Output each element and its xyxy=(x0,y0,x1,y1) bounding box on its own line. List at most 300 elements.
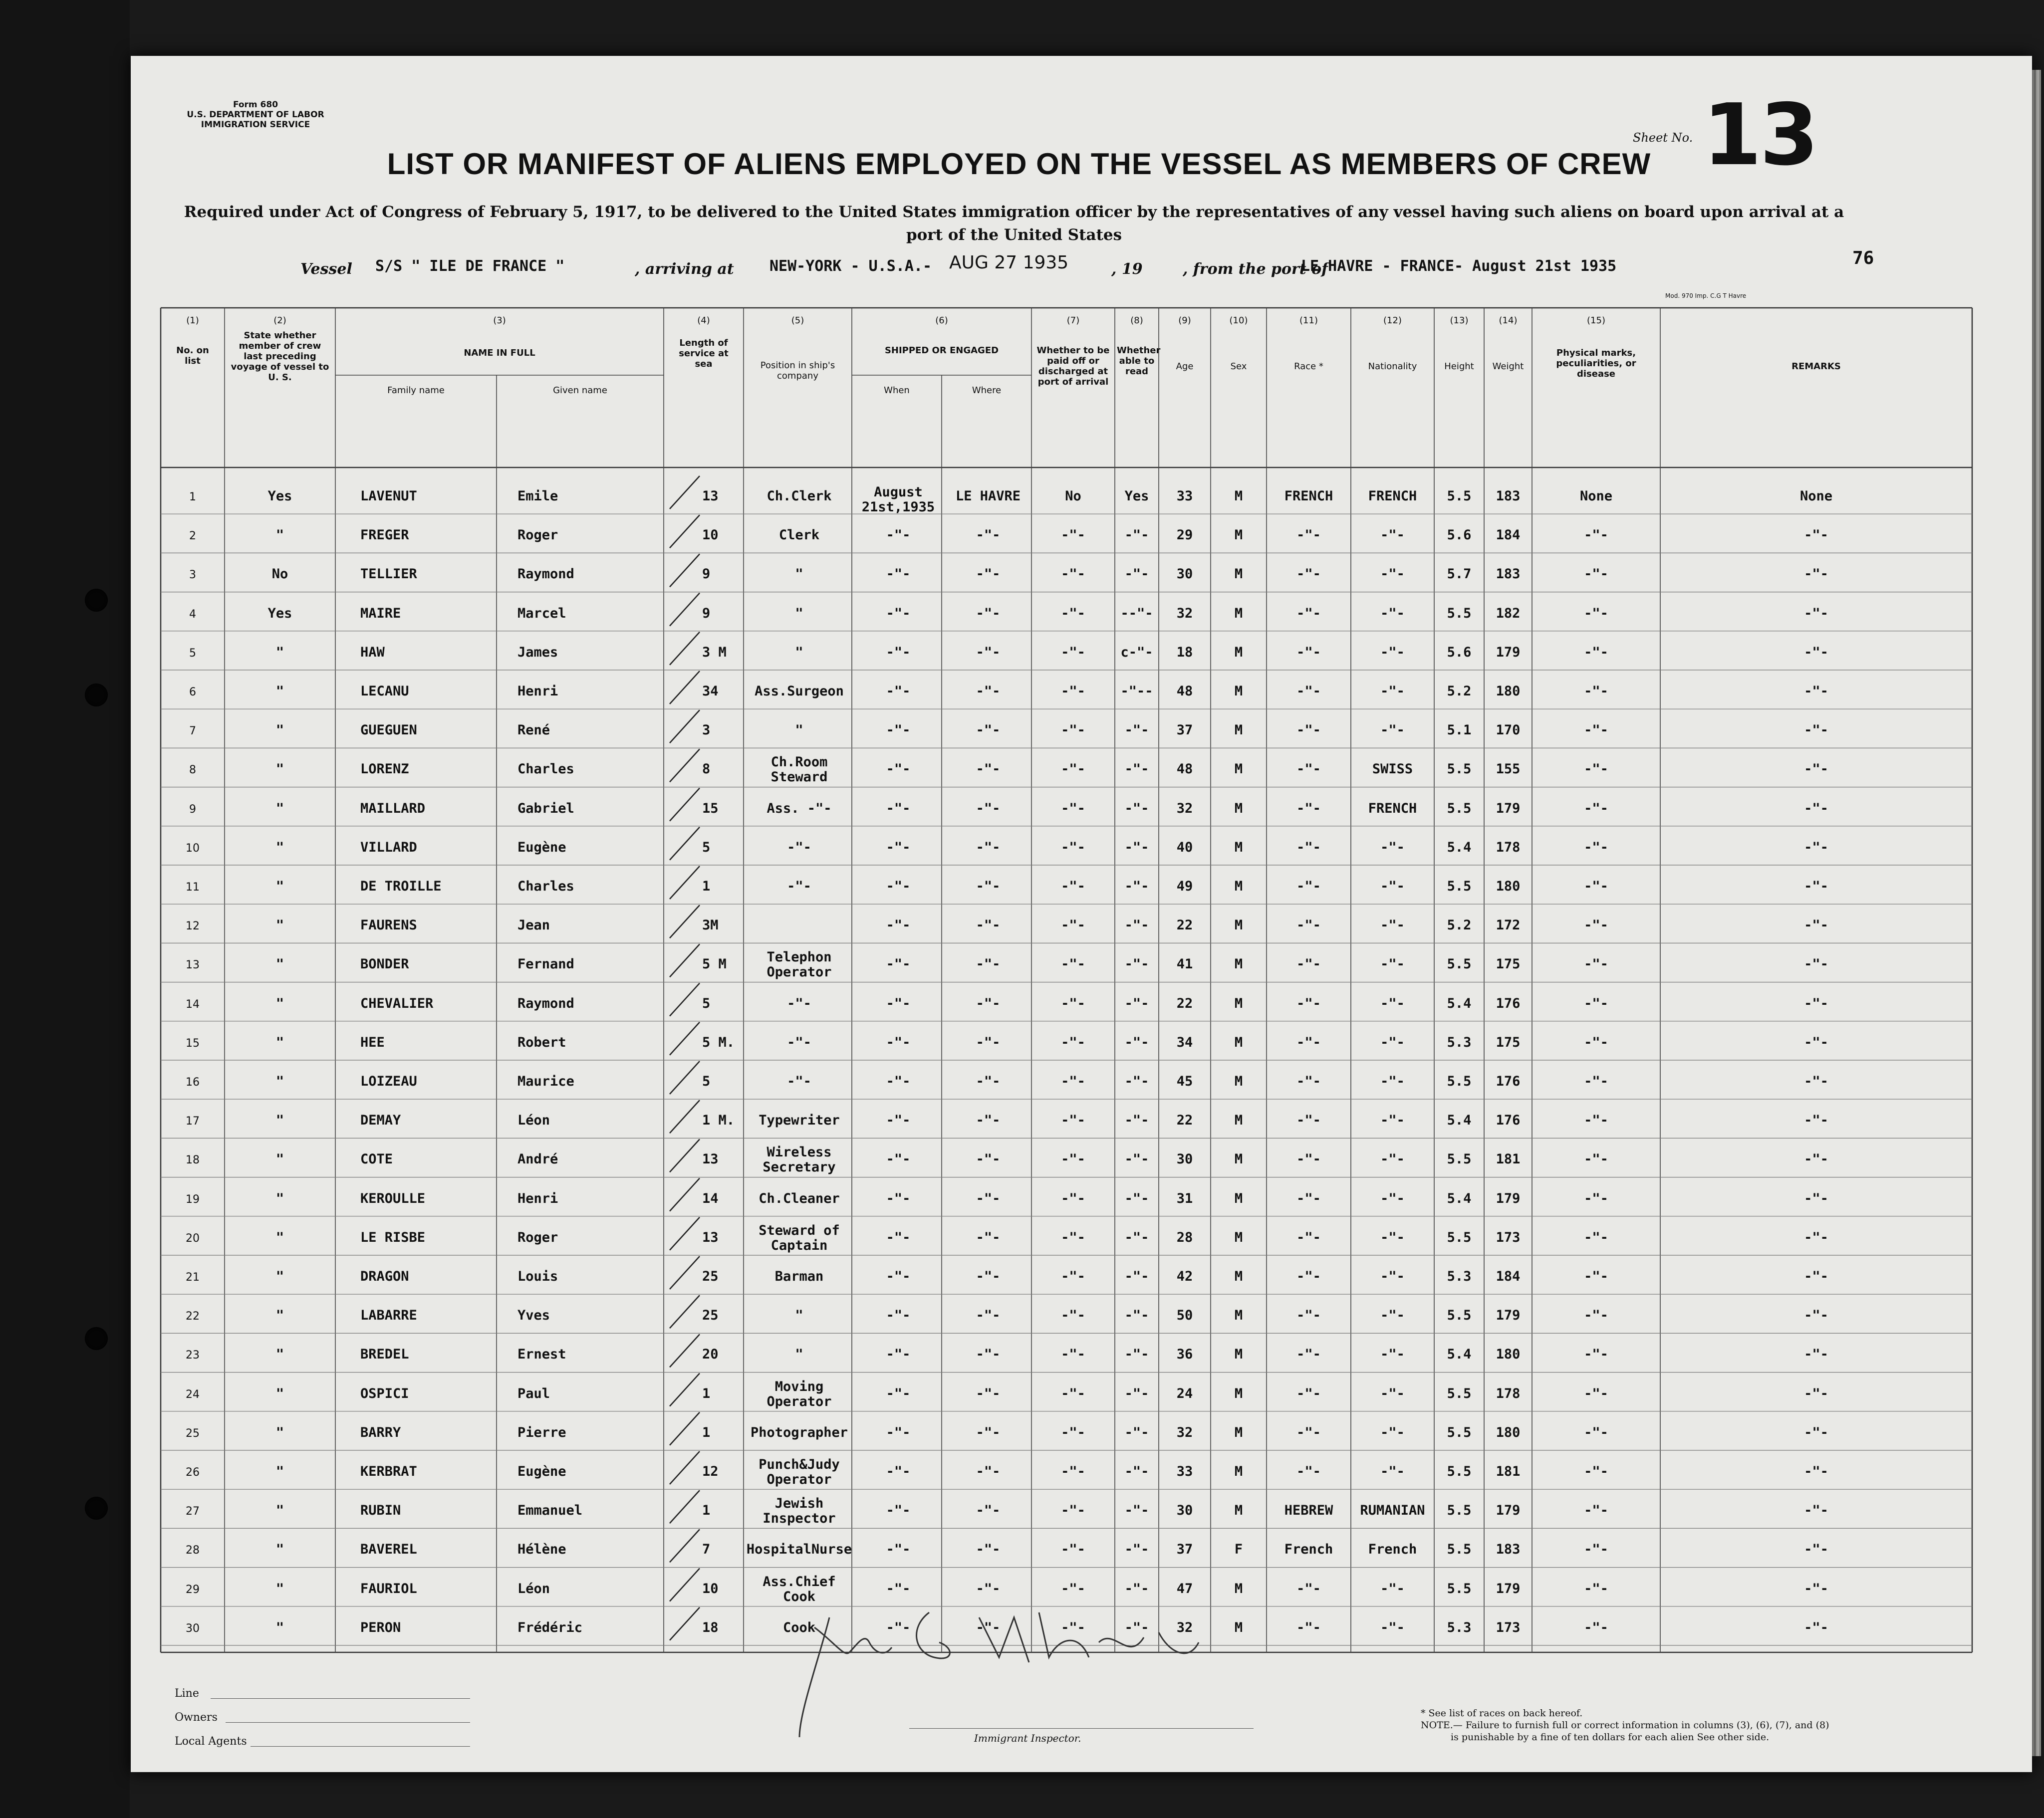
col-num-4: (4) xyxy=(697,315,710,326)
shipped-when: -"- xyxy=(886,1229,911,1245)
row-number: 5 xyxy=(189,647,196,660)
able-to-read: -"- xyxy=(1124,1308,1149,1324)
nationality: -"- xyxy=(1380,1229,1405,1245)
row-number: 28 xyxy=(186,1544,200,1557)
prev-voyage: " xyxy=(275,1424,284,1440)
shipped-when: -"- xyxy=(886,1581,911,1596)
sex: M xyxy=(1234,761,1243,777)
given-name: Fernand xyxy=(517,956,574,972)
prev-voyage: " xyxy=(275,722,284,738)
shipped-when: -"- xyxy=(886,917,911,933)
shipped-when: -"- xyxy=(886,995,911,1011)
height: 5.5 xyxy=(1447,488,1472,504)
position: Wireless xyxy=(766,1144,832,1160)
service-length: 3 M xyxy=(702,644,727,660)
prev-voyage: " xyxy=(275,1619,284,1635)
age: 32 xyxy=(1176,800,1193,816)
col-header-when: When xyxy=(884,385,910,396)
race: HEBREW xyxy=(1284,1503,1333,1519)
height: 5.5 xyxy=(1447,800,1472,816)
weight: 179 xyxy=(1496,800,1521,816)
shipped-where: -"- xyxy=(976,800,1001,816)
able-to-read: -"- xyxy=(1124,956,1149,972)
race: -"- xyxy=(1296,1074,1321,1089)
remarks: -"- xyxy=(1804,1074,1828,1089)
service-length: 5 xyxy=(702,839,711,855)
table-row xyxy=(131,1372,2032,1411)
sex: M xyxy=(1234,879,1243,894)
height: 5.3 xyxy=(1447,1269,1472,1284)
height: 5.2 xyxy=(1447,917,1472,933)
service-length: 10 xyxy=(702,527,719,543)
col-header-nationality: Nationality xyxy=(1368,361,1417,372)
service-length: 13 xyxy=(702,1151,719,1167)
position: Ass. -"- xyxy=(766,800,832,816)
height: 5.5 xyxy=(1447,1581,1472,1596)
race: -"- xyxy=(1296,1034,1321,1050)
weight: 183 xyxy=(1496,488,1521,504)
age: 36 xyxy=(1176,1347,1193,1363)
prev-voyage: " xyxy=(275,644,284,660)
from-port: LE HAVRE - FRANCE- August 21st 1935 xyxy=(1301,257,1617,275)
row-number: 2 xyxy=(189,530,196,543)
paid-off: -"- xyxy=(1061,1385,1085,1401)
shipped-when: -"- xyxy=(886,644,911,660)
physical-marks: -"- xyxy=(1584,800,1608,816)
shipped-when: -"- xyxy=(886,879,911,894)
physical-marks: -"- xyxy=(1584,605,1608,621)
remarks: -"- xyxy=(1804,722,1828,738)
prev-voyage: " xyxy=(275,1113,284,1129)
age: 22 xyxy=(1176,995,1193,1011)
physical-marks: -"- xyxy=(1584,917,1608,933)
prev-voyage: " xyxy=(275,800,284,816)
paid-off: -"- xyxy=(1061,839,1085,855)
table-row xyxy=(131,982,2032,1021)
col-header-sex: Sex xyxy=(1230,361,1247,372)
nationality: -"- xyxy=(1380,683,1405,699)
height: 5.5 xyxy=(1447,605,1472,621)
age: 49 xyxy=(1176,879,1193,894)
row-number: 9 xyxy=(189,803,196,816)
weight: 180 xyxy=(1496,1424,1521,1440)
col-header-height: Height xyxy=(1444,361,1474,372)
position: " xyxy=(795,605,803,621)
nationality: -"- xyxy=(1380,1190,1405,1206)
weight: 184 xyxy=(1496,1269,1521,1284)
position: Jewish xyxy=(774,1496,824,1512)
paid-off: -"- xyxy=(1061,566,1085,582)
physical-marks: -"- xyxy=(1584,1619,1608,1635)
service-length: 14 xyxy=(702,1190,719,1206)
sex: F xyxy=(1234,1542,1243,1558)
race: -"- xyxy=(1296,527,1321,543)
nationality: -"- xyxy=(1380,879,1405,894)
paid-off: -"- xyxy=(1061,1503,1085,1519)
row-number: 11 xyxy=(186,881,200,894)
remarks: None xyxy=(1799,488,1833,504)
binder-hole xyxy=(85,683,108,706)
family-name: FAURIOL xyxy=(360,1581,417,1596)
shipped-where: -"- xyxy=(976,644,1001,660)
race: -"- xyxy=(1296,1269,1321,1284)
race: -"- xyxy=(1296,722,1321,738)
age: 30 xyxy=(1176,566,1193,582)
col-num-9: (9) xyxy=(1178,315,1191,326)
position-continued: Cook xyxy=(782,1589,816,1604)
family-name: KEROULLE xyxy=(360,1190,426,1206)
nationality: -"- xyxy=(1380,1151,1405,1167)
remarks: -"- xyxy=(1804,1190,1828,1206)
physical-marks: -"- xyxy=(1584,1503,1608,1519)
shipped-where: -"- xyxy=(976,839,1001,855)
shipped-where: -"- xyxy=(976,917,1001,933)
given-name: Henri xyxy=(517,683,558,699)
shipped-where: -"- xyxy=(976,1503,1001,1519)
table-row xyxy=(131,1099,2032,1138)
height: 5.7 xyxy=(1447,566,1472,582)
nationality: FRENCH xyxy=(1368,488,1417,504)
weight: 175 xyxy=(1496,956,1521,972)
given-name: Raymond xyxy=(517,995,574,1011)
family-name: LE RISBE xyxy=(360,1229,426,1245)
service-length: 5 M xyxy=(702,956,727,972)
family-name: LAVENUT xyxy=(360,488,417,504)
service-length: 20 xyxy=(702,1347,719,1363)
family-name: LECANU xyxy=(360,683,409,699)
given-name: Eugène xyxy=(517,839,566,855)
height: 5.6 xyxy=(1447,527,1472,543)
table-row xyxy=(131,709,2032,748)
nationality: -"- xyxy=(1380,1074,1405,1089)
able-to-read: -"- xyxy=(1124,995,1149,1011)
shipped-when: -"- xyxy=(886,1269,911,1284)
nationality: -"- xyxy=(1380,644,1405,660)
paid-off: -"- xyxy=(1061,1113,1085,1129)
shipped-when: -"- xyxy=(886,956,911,972)
remarks: -"- xyxy=(1804,1542,1828,1558)
given-name: Maurice xyxy=(517,1074,574,1089)
physical-marks: -"- xyxy=(1584,995,1608,1011)
able-to-read: -"- xyxy=(1124,1503,1149,1519)
row-number: 24 xyxy=(186,1388,200,1401)
prev-voyage: " xyxy=(275,879,284,894)
arriving-label: , arriving at xyxy=(635,260,734,278)
row-number: 26 xyxy=(186,1466,200,1479)
row-number: 25 xyxy=(186,1427,200,1440)
able-to-read: -"- xyxy=(1124,1190,1149,1206)
shipped-when: -"- xyxy=(886,1151,911,1167)
table-row xyxy=(131,865,2032,904)
weight: 179 xyxy=(1496,1581,1521,1596)
inspector-rule xyxy=(909,1728,1254,1729)
shipped-where: LE HAVRE xyxy=(955,488,1021,504)
sex: M xyxy=(1234,566,1243,582)
row-number: 30 xyxy=(186,1622,200,1635)
paid-off: -"- xyxy=(1061,1151,1085,1167)
height: 5.5 xyxy=(1447,1503,1472,1519)
age: 42 xyxy=(1176,1269,1193,1284)
table-row xyxy=(131,631,2032,670)
position-continued: Steward xyxy=(770,769,828,785)
paid-off: -"- xyxy=(1061,605,1085,621)
position: " xyxy=(795,1347,803,1363)
family-name: HAW xyxy=(360,644,385,660)
prev-voyage: " xyxy=(275,1034,284,1050)
family-name: MAIRE xyxy=(360,605,401,621)
shipped-when: -"- xyxy=(886,1424,911,1440)
remarks: -"- xyxy=(1804,1424,1828,1440)
sex: M xyxy=(1234,644,1243,660)
department: U.S. DEPARTMENT OF LABOR xyxy=(187,110,324,120)
able-to-read: -"- xyxy=(1124,1034,1149,1050)
nationality: -"- xyxy=(1380,1581,1405,1596)
service-length: 34 xyxy=(702,683,719,699)
col-num-10: (10) xyxy=(1229,315,1248,326)
age: 37 xyxy=(1176,722,1193,738)
shipped-where: -"- xyxy=(976,1385,1001,1401)
height: 5.5 xyxy=(1447,1229,1472,1245)
table-row xyxy=(131,1138,2032,1177)
col-num-7: (7) xyxy=(1066,315,1080,326)
able-to-read: -"- xyxy=(1124,1269,1149,1284)
position: Ass.Surgeon xyxy=(755,683,844,699)
position: " xyxy=(795,644,803,660)
remarks: -"- xyxy=(1804,1581,1828,1596)
given-name: Hélène xyxy=(517,1542,566,1558)
physical-marks: -"- xyxy=(1584,527,1608,543)
age: 22 xyxy=(1176,1113,1193,1129)
physical-marks: -"- xyxy=(1584,1464,1608,1479)
physical-marks: None xyxy=(1579,488,1613,504)
shipped-when: -"- xyxy=(886,761,911,777)
able-to-read: -"- xyxy=(1124,722,1149,738)
position: Punch&Judy xyxy=(759,1457,840,1472)
shipped-when: -"- xyxy=(886,722,911,738)
age: 24 xyxy=(1176,1385,1193,1401)
remarks: -"- xyxy=(1804,761,1828,777)
paid-off: -"- xyxy=(1061,722,1085,738)
position: Ch.Room xyxy=(770,754,828,770)
shipped-when: -"- xyxy=(886,566,911,582)
shipped-when: August xyxy=(874,484,923,500)
sex: M xyxy=(1234,1190,1243,1206)
age: 28 xyxy=(1176,1229,1193,1245)
sex: M xyxy=(1234,917,1243,933)
weight: 181 xyxy=(1496,1464,1521,1479)
shipped-where: -"- xyxy=(976,761,1001,777)
row-number: 27 xyxy=(186,1505,200,1518)
family-name: BONDER xyxy=(360,956,409,972)
prev-voyage: " xyxy=(275,995,284,1011)
remarks: -"- xyxy=(1804,683,1828,699)
remarks: -"- xyxy=(1804,1034,1828,1050)
nationality: -"- xyxy=(1380,917,1405,933)
remarks: -"- xyxy=(1804,1385,1828,1401)
physical-marks: -"- xyxy=(1584,1308,1608,1324)
shipped-where: -"- xyxy=(976,1424,1001,1440)
weight: 173 xyxy=(1496,1229,1521,1245)
height: 5.4 xyxy=(1447,839,1472,855)
service-length: 13 xyxy=(702,488,719,504)
nationality: -"- xyxy=(1380,995,1405,1011)
given-name: Léon xyxy=(517,1581,550,1596)
family-name: TELLIER xyxy=(360,566,417,582)
remarks: -"- xyxy=(1804,1308,1828,1324)
col-num-12: (12) xyxy=(1383,315,1402,326)
height: 5.5 xyxy=(1447,956,1472,972)
col-header-no: No. on list xyxy=(176,345,209,366)
col-num-13: (13) xyxy=(1450,315,1469,326)
age: 48 xyxy=(1176,683,1193,699)
shipped-where: -"- xyxy=(976,1347,1001,1363)
col-header-marks: Physical marks, peculiarities, or disease xyxy=(1556,348,1636,379)
race: -"- xyxy=(1296,956,1321,972)
age: 34 xyxy=(1176,1034,1193,1050)
scanner-frame xyxy=(0,0,130,1818)
manifest-sheet xyxy=(131,56,2032,1772)
family-name: MAILLARD xyxy=(360,800,426,816)
line-rule xyxy=(211,1698,470,1699)
physical-marks: -"- xyxy=(1584,879,1608,894)
binder-hole xyxy=(85,589,108,612)
able-to-read: -"- xyxy=(1124,1347,1149,1363)
inspector-signature xyxy=(720,1597,1293,1747)
family-name: PERON xyxy=(360,1619,401,1635)
table-row xyxy=(131,514,2032,553)
prev-voyage: " xyxy=(275,1464,284,1479)
given-name: Emmanuel xyxy=(517,1503,583,1519)
family-name: CHEVALIER xyxy=(360,995,434,1011)
weight: 155 xyxy=(1496,761,1521,777)
sex: M xyxy=(1234,800,1243,816)
nationality: -"- xyxy=(1380,1034,1405,1050)
table-row xyxy=(131,1333,2032,1372)
position: -"- xyxy=(787,839,811,855)
col-num-8: (8) xyxy=(1130,315,1143,326)
family-name: DEMAY xyxy=(360,1113,401,1129)
col-num-3: (3) xyxy=(493,315,506,326)
position-continued: Operator xyxy=(766,1472,832,1487)
family-name: DE TROILLE xyxy=(360,879,442,894)
prev-voyage: " xyxy=(275,1190,284,1206)
col-num-6: (6) xyxy=(935,315,948,326)
shipped-where: -"- xyxy=(976,722,1001,738)
position-continued: Secretary xyxy=(763,1159,836,1175)
sex: M xyxy=(1234,995,1243,1011)
given-name: Ernest xyxy=(517,1347,566,1363)
col-header-where: Where xyxy=(972,385,1002,396)
row-number: 3 xyxy=(189,569,196,582)
family-name: BARRY xyxy=(360,1424,401,1440)
age: 32 xyxy=(1176,1619,1193,1635)
line-label: Line xyxy=(175,1687,199,1700)
race: -"- xyxy=(1296,1385,1321,1401)
paid-off: -"- xyxy=(1061,879,1085,894)
service: IMMIGRATION SERVICE xyxy=(201,120,310,130)
sex: M xyxy=(1234,1347,1243,1363)
prev-voyage: Yes xyxy=(267,605,292,621)
position: Typewriter xyxy=(759,1113,840,1129)
position-continued: Captain xyxy=(770,1237,828,1253)
shipped-where: -"- xyxy=(976,1619,1001,1635)
sex: M xyxy=(1234,683,1243,699)
service-length: 18 xyxy=(702,1619,719,1635)
prev-voyage: " xyxy=(275,1581,284,1596)
shipped-where: -"- xyxy=(976,1113,1001,1129)
race: -"- xyxy=(1296,1424,1321,1440)
given-name: Pierre xyxy=(517,1424,566,1440)
shipped-where: -"- xyxy=(976,566,1001,582)
able-to-read: --"- xyxy=(1120,605,1153,621)
prev-voyage: " xyxy=(275,1229,284,1245)
shipped-when: -"- xyxy=(886,800,911,816)
sex: M xyxy=(1234,1464,1243,1479)
service-length: 1 M. xyxy=(702,1113,735,1129)
col-num-11: (11) xyxy=(1299,315,1318,326)
sex: M xyxy=(1234,1308,1243,1324)
age: 45 xyxy=(1176,1074,1193,1089)
family-name: HEE xyxy=(360,1034,385,1050)
nationality: -"- xyxy=(1380,527,1405,543)
sex: M xyxy=(1234,1385,1243,1401)
paid-off: -"- xyxy=(1061,644,1085,660)
row-number: 29 xyxy=(186,1583,200,1596)
physical-marks: -"- xyxy=(1584,1542,1608,1558)
given-name: Marcel xyxy=(517,605,566,621)
sex: M xyxy=(1234,1113,1243,1129)
nationality: -"- xyxy=(1380,1308,1405,1324)
age: 18 xyxy=(1176,644,1193,660)
physical-marks: -"- xyxy=(1584,566,1608,582)
col-header-race: Race * xyxy=(1294,361,1323,372)
able-to-read: -"-- xyxy=(1120,683,1153,699)
year-label: , 19 xyxy=(1111,260,1143,278)
weight: 176 xyxy=(1496,1074,1521,1089)
weight: 179 xyxy=(1496,1190,1521,1206)
table-row xyxy=(131,553,2032,592)
race: -"- xyxy=(1296,995,1321,1011)
table-row xyxy=(131,1216,2032,1255)
sex: M xyxy=(1234,1151,1243,1167)
shipped-where: -"- xyxy=(976,879,1001,894)
shipped-where: -"- xyxy=(976,1151,1001,1167)
age: 30 xyxy=(1176,1151,1193,1167)
physical-marks: -"- xyxy=(1584,761,1608,777)
able-to-read: -"- xyxy=(1124,1229,1149,1245)
col-header-remarks: REMARKS xyxy=(1791,361,1841,372)
row-number: 12 xyxy=(186,920,200,933)
shipped-where: -"- xyxy=(976,1229,1001,1245)
given-name: Jean xyxy=(517,917,550,933)
race: -"- xyxy=(1296,1190,1321,1206)
corner-number: 76 xyxy=(1852,248,1874,268)
position: Ch.Clerk xyxy=(766,488,832,504)
given-name: Raymond xyxy=(517,566,574,582)
remarks: -"- xyxy=(1804,956,1828,972)
date-stamp: AUG 27 1935 xyxy=(949,252,1069,273)
height: 5.2 xyxy=(1447,683,1472,699)
shipped-where: -"- xyxy=(976,1269,1001,1284)
given-name: Léon xyxy=(517,1113,550,1129)
paid-off: -"- xyxy=(1061,761,1085,777)
race: -"- xyxy=(1296,1113,1321,1129)
family-name: OSPICI xyxy=(360,1385,409,1401)
position: Ass.Chief xyxy=(763,1574,836,1590)
family-name: VILLARD xyxy=(360,839,417,855)
table-row xyxy=(131,1021,2032,1060)
shipped-when: -"- xyxy=(886,1074,911,1089)
